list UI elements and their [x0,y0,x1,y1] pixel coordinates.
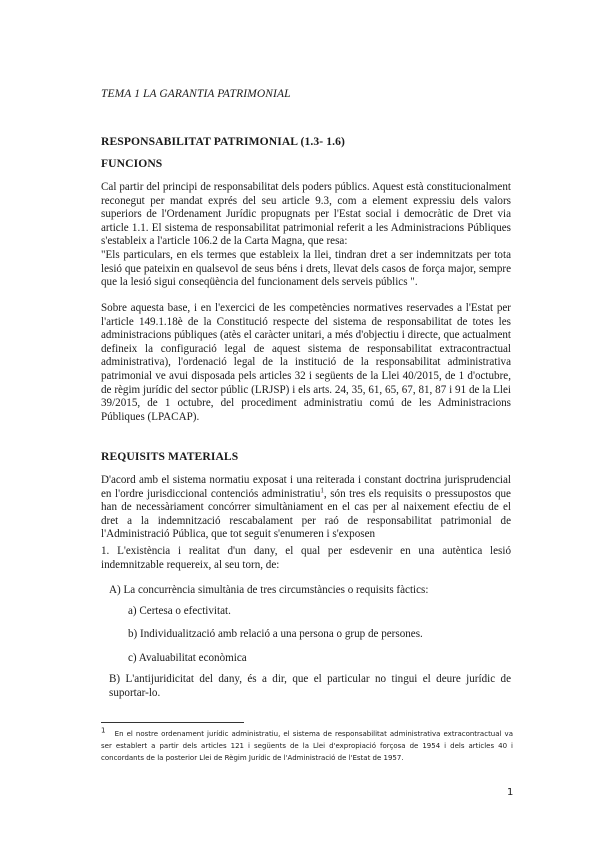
paragraph-requisits [101,474,511,542]
list-item-a: A) La concurrència simultània de tres circumstàncies o requisits fàctics: [109,584,429,596]
paragraph-requisits-before: D'acord amb el sistema normatiu exposat i una reiterada i constant doctrina jurisprudencial en l'ordre jurisdiccional contenciós administratiu [101,474,511,500]
footnote-mark: 1 [101,726,106,735]
page-number: 1 [507,787,514,798]
paragraph-quote: "Els particulars, en els termes que estableix la llei, tindran dret a ser indemnitzats per tota lesió que pateixin en qualsevol de seus béns i drets, llevat dels casos de força major, sempre que la lesió sigui conseqüència del funcionament dels serveis públics ". [101,249,511,289]
footnote [101,726,513,764]
paragraph-principi: Cal partir del principi de responsabilitat dels poders públics. Aquest està constitucionalment reconegut per mandat exprés del seu article 9.3, com a element expressiu dels valors superiors de l'Ordenament Jurídic propugnats per l'Estat social i democràtic de Dret via article 1.1. El sistema de responsabilitat patrimonial referit a les Administracions Públiques s'estableix a l'article 106.2 de la Carta Magna, que resa: [101,181,511,248]
section-heading-requisits: REQUISITS MATERIALS [101,450,239,463]
list-item-a-b: b) Individualització amb relació a una persona o grup de persones. [128,628,423,640]
list-item-a-c: c) Avaluabilitat econòmica [128,652,247,664]
list-item-b: B) L'antijuridicitat del dany, és a dir, que el particular no tingui el deure jurídic de suportar-lo. [109,673,511,699]
footnote-text: En el nostre ordenament jurídic administratiu, el sistema de responsabilitat administrativa extracontractual va ser establert a partir dels articles 121 i següents de la Llei d'expropiació forçosa de 1954 i dels articles 40 i concordants de la posterior Llei de Règim Jurídic de l'Administració de l'Estat de 1957. [101,730,513,762]
subheading-funcions: FUNCIONS [101,157,163,170]
footnote-reference: 1 [320,485,324,494]
section-heading-responsabilitat: RESPONSABILITAT PATRIMONIAL (1.3- 1.6) [101,135,345,148]
list-item-1: 1. L'existència i realitat d'un dany, el qual per esdevenir en una autèntica lesió indemnitzable requereix, al seu torn, de: [101,545,511,571]
paragraph-base-legal: Sobre aquesta base, i en l'exercici de les competències normatives reservades a l'Estat per l'article 149.1.18è de la Constitució respecte del sistema de responsabilitat de totes les administracions públiques (atès el caràcter unitari, a més d'objectiu i directe, que actualment defineix la configuració legal de aquest sistema de responsabilitat extracontractual administrativa), l'ordenació legal de la institució de la responsabilitat administrativa patrimonial ve avui disposada pels articles 32 i següents de la Llei 40/2015, de 1 d'octubre, de règim jurídic del sector públic (LRJSP) i els arts. 24, 35, 61, 65, 67, 81, 87 i 91 de la Llei 39/2015, de 1 octubre, del procediment administratiu comú de les Administracions Públiques (LPACAP). [101,302,511,423]
paragraph-requisits-after: , són tres els requisits o pressupostos que han de necessàriament concórrer simultàniament en el cas per al naixement efectiu de el dret a la indemnització rescabalament per raó de responsabilitat patrimonial de l'Administració Pública, que tot seguit s'enumeren i s'exposen [101,487,511,541]
list-item-a-a: a) Certesa o efectivitat. [128,605,231,617]
footnote-divider [101,722,244,723]
document-title: TEMA 1 LA GARANTIA PATRIMONIAL [101,88,291,100]
